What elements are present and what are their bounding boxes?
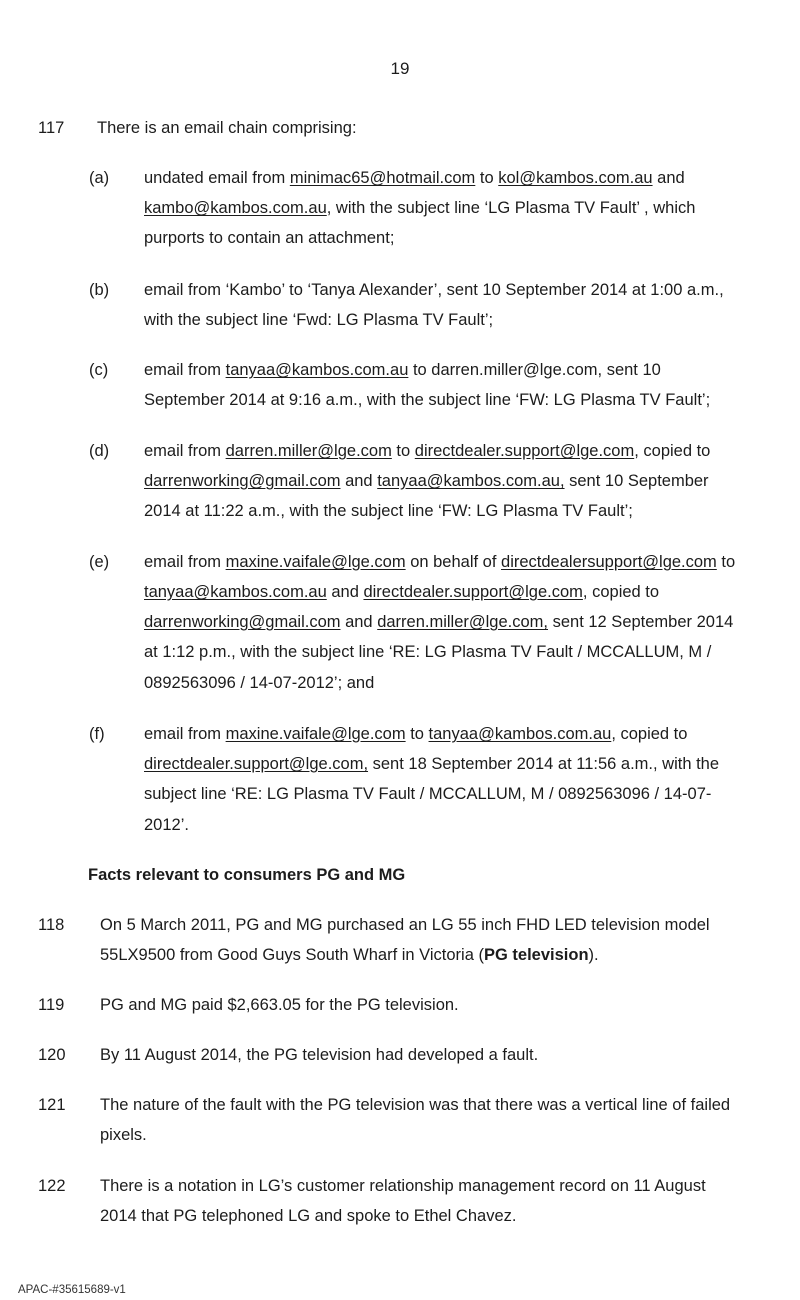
paragraph-number-122: 122 bbox=[38, 1177, 66, 1195]
item-d-label: (d) bbox=[89, 442, 110, 460]
paragraph-117-intro: There is an email chain comprising: bbox=[97, 119, 357, 137]
email-link[interactable]: tanyaa@kambos.com.au bbox=[428, 725, 612, 743]
item-f-line-2: directdealer.support@lge.com, sent 18 September 2014 at 11:56 a.m., with the bbox=[144, 755, 720, 773]
paragraph-118-line-1: On 5 March 2011, PG and MG purchased an LG 55 inch FHD LED television model bbox=[100, 916, 710, 934]
item-b-line-1: email from ‘Kambo’ to ‘Tanya Alexander’, sent 10 September 2014 at 1:00 a.m., bbox=[144, 281, 724, 299]
item-f-line-4: 2012’. bbox=[144, 816, 189, 834]
document-reference-footer: APAC-#35615689-v1 bbox=[18, 1284, 126, 1296]
email-link[interactable]: darren.miller@lge.com, bbox=[377, 613, 549, 631]
item-c-line-2: September 2014 at 9:16 a.m., with the subject line ‘FW: LG Plasma TV Fault’; bbox=[144, 391, 711, 409]
paragraph-122-line-1: There is a notation in LG’s customer relationship management record on 11 August bbox=[100, 1177, 706, 1195]
email-link[interactable]: tanyaa@kambos.com.au bbox=[225, 361, 409, 379]
paragraph-121-line-1: The nature of the fault with the PG television was that there was a vertical line of failed bbox=[100, 1096, 731, 1114]
email-link[interactable]: kol@kambos.com.au bbox=[498, 169, 653, 187]
paragraph-number-118: 118 bbox=[38, 916, 65, 934]
section-heading: Facts relevant to consumers PG and MG bbox=[88, 866, 406, 884]
paragraph-119-line-1: PG and MG paid $2,663.05 for the PG television. bbox=[100, 996, 459, 1014]
email-link[interactable]: minimac65@hotmail.com bbox=[289, 169, 476, 187]
email-link[interactable]: directdealer.support@lge.com bbox=[363, 583, 583, 601]
email-link[interactable]: kambo@kambos.com.au bbox=[144, 199, 327, 217]
item-e-line-4: at 1:12 p.m., with the subject line ‘RE: LG Plasma TV Fault / MCCALLUM, M / bbox=[144, 643, 712, 661]
paragraph-121-line-2: pixels. bbox=[100, 1126, 147, 1144]
email-link[interactable]: directdealersupport@lge.com bbox=[501, 553, 717, 571]
paragraph-number-117: 117 bbox=[38, 119, 65, 137]
item-d-line-1: email from darren.miller@lge.com to directdealer.support@lge.com, copied to bbox=[144, 442, 711, 460]
email-link[interactable]: maxine.vaifale@lge.com bbox=[225, 725, 406, 743]
item-f-line-3: subject line ‘RE: LG Plasma TV Fault / MCCALLUM, M / 0892563096 / 14-07- bbox=[144, 785, 712, 803]
email-link[interactable]: darrenworking@gmail.com bbox=[144, 613, 341, 631]
email-link[interactable]: darrenworking@gmail.com bbox=[144, 472, 341, 490]
item-a-label: (a) bbox=[89, 169, 110, 187]
item-c-label: (c) bbox=[89, 361, 109, 379]
paragraph-number-119: 119 bbox=[38, 996, 65, 1014]
item-a-line-1: undated email from minimac65@hotmail.com to kol@kambos.com.au and bbox=[144, 169, 685, 187]
email-link[interactable]: directdealer.support@lge.com bbox=[414, 442, 635, 460]
paragraph-122-line-2: 2014 that PG telephoned LG and spoke to Ethel Chavez. bbox=[100, 1207, 517, 1225]
item-e-line-1: email from maxine.vaifale@lge.com on behalf of directdealersupport@lge.com to bbox=[144, 553, 736, 571]
item-a-line-3: purports to contain an attachment; bbox=[144, 229, 395, 247]
email-link[interactable]: directdealer.support@lge.com, bbox=[144, 755, 369, 773]
paragraph-120-line-1: By 11 August 2014, the PG television had developed a fault. bbox=[100, 1046, 539, 1064]
item-b-label: (b) bbox=[89, 281, 110, 299]
item-c-line-1: email from tanyaa@kambos.com.au to darren.miller@lge.com, sent 10 bbox=[144, 361, 661, 379]
item-f-line-1: email from maxine.vaifale@lge.com to tanyaa@kambos.com.au, copied to bbox=[144, 725, 688, 743]
email-link[interactable]: darren.miller@lge.com bbox=[225, 442, 392, 460]
item-f-label: (f) bbox=[89, 725, 105, 743]
item-d-line-3: 2014 at 11:22 a.m., with the subject line ‘FW: LG Plasma TV Fault’; bbox=[144, 502, 633, 520]
item-e-label: (e) bbox=[89, 553, 110, 571]
paragraph-118-line-2: 55LX9500 from Good Guys South Wharf in Victoria (PG television). bbox=[100, 946, 599, 964]
item-e-line-5: 0892563096 / 14-07-2012’; and bbox=[144, 674, 375, 692]
item-b-line-2: with the subject line ‘Fwd: LG Plasma TV Fault’; bbox=[144, 311, 494, 329]
item-d-line-2: darrenworking@gmail.com and tanyaa@kambos.com.au, sent 10 September bbox=[144, 472, 709, 490]
item-e-line-2: tanyaa@kambos.com.au and directdealer.support@lge.com, copied to bbox=[144, 583, 660, 601]
defined-term: PG television bbox=[483, 946, 589, 964]
item-e-line-3: darrenworking@gmail.com and darren.miller@lge.com, sent 12 September 2014 bbox=[144, 613, 734, 631]
email-link[interactable]: tanyaa@kambos.com.au bbox=[144, 583, 327, 601]
page-number: 19 bbox=[390, 59, 410, 78]
email-link[interactable]: tanyaa@kambos.com.au, bbox=[377, 472, 565, 490]
item-a-line-2: kambo@kambos.com.au, with the subject line ‘LG Plasma TV Fault’ , which bbox=[144, 199, 696, 217]
email-link[interactable]: maxine.vaifale@lge.com bbox=[225, 553, 406, 571]
paragraph-number-121: 121 bbox=[38, 1096, 66, 1114]
paragraph-number-120: 120 bbox=[38, 1046, 66, 1064]
